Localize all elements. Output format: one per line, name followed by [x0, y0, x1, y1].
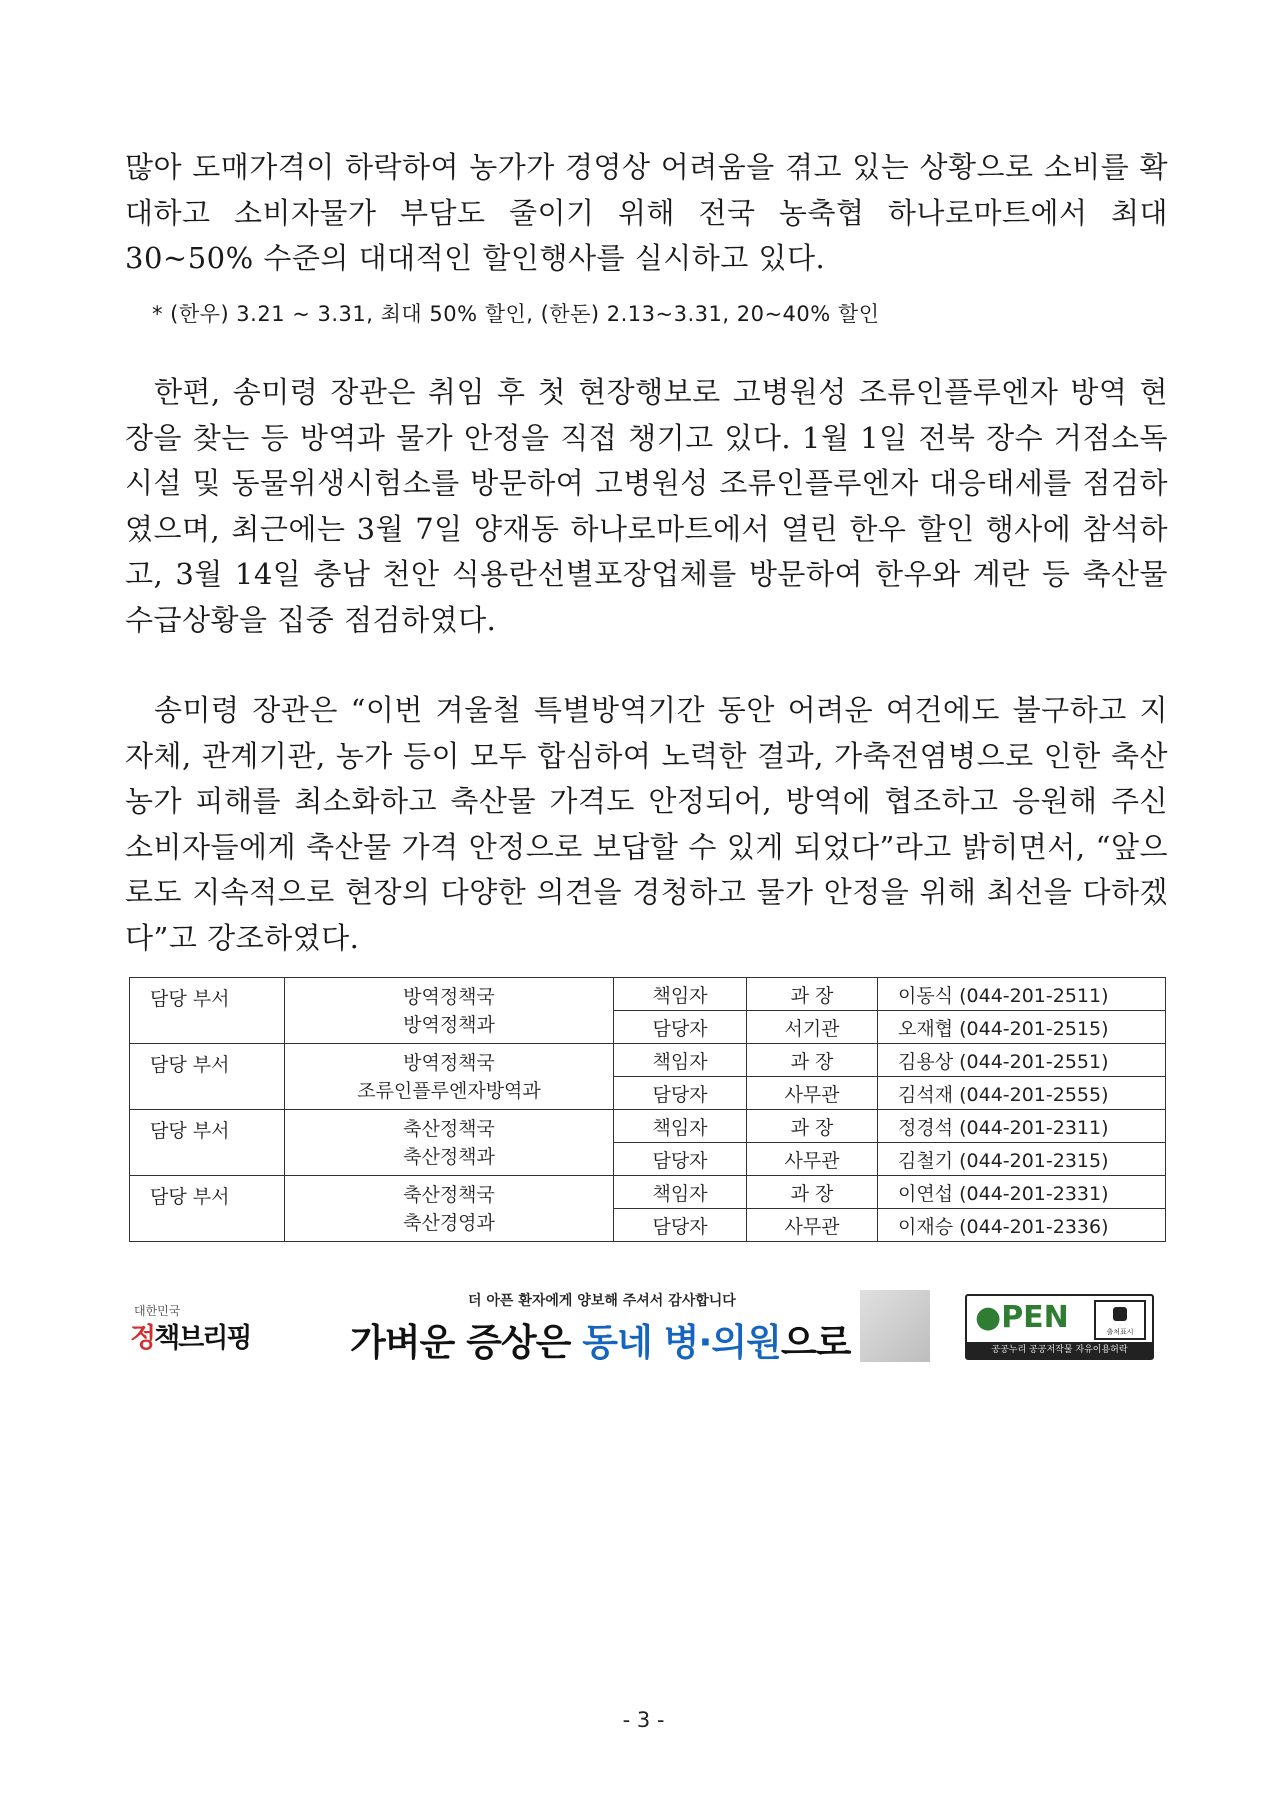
dept-org	[285, 1176, 614, 1242]
bureau-name: 축산정책국	[403, 1117, 495, 1140]
bureau-name: 방역정책국	[403, 985, 495, 1008]
dept-label: 담당 부서	[130, 1176, 285, 1242]
contact-title: 과 장	[747, 1176, 878, 1209]
contact-role: 담당자	[614, 1077, 747, 1110]
kogl-open-license-badge[interactable]	[965, 1294, 1154, 1360]
contact-role: 책임자	[614, 978, 747, 1011]
contact-row	[130, 1176, 1166, 1209]
policy-briefing-logo[interactable]	[130, 1302, 265, 1352]
bureau-name: 축산정책국	[403, 1183, 495, 1206]
contact-title: 사무관	[747, 1077, 878, 1110]
contact-role: 책임자	[614, 1176, 747, 1209]
contact-role: 담당자	[614, 1011, 747, 1044]
division-name: 방역정책과	[403, 1013, 495, 1036]
logo-wordmark: 정책브리핑	[130, 1323, 251, 1354]
contact-table	[129, 977, 1166, 1242]
dept-org	[285, 1110, 614, 1176]
contact-person: 이동식 (044-201-2511)	[878, 978, 1166, 1011]
body-paragraph-2-text: 한편, 송미령 장관은 취임 후 첫 현장행보로 고병원성 조류인플루엔자 방역 현장을 찾는 등 방역과 물가 안정을 직접 챙기고 있다. 1월 1일 전북 장수 거점소독시설 및 동물위생시험소를 방문하여 고병원성 조류인플루엔자 대응태세를 점검하였으며, 최근에는 3월 7일 양재동 하나로마트에서 열린 한우 할인 행사에 참석하고, 3월 14일 충남 천안 식용란선별포장업체를 방문하여 한우와 계란 등 축산물 수급상황을 집중 점검하였다.	[125, 375, 1168, 637]
contact-row	[130, 978, 1166, 1011]
body-paragraph-2	[125, 370, 1168, 643]
contact-role: 책임자	[614, 1110, 747, 1143]
contact-person: 김철기 (044-201-2315)	[878, 1143, 1166, 1176]
footer-banner	[0, 1290, 1287, 1364]
contact-person: 이연섭 (044-201-2331)	[878, 1176, 1166, 1209]
banner-headline: 가벼운 증상은 동네 병·의원으로	[350, 1321, 851, 1364]
division-name: 축산정책과	[403, 1145, 495, 1168]
dept-org	[285, 978, 614, 1044]
dept-label: 담당 부서	[130, 1044, 285, 1110]
contact-person: 이재승 (044-201-2336)	[878, 1209, 1166, 1242]
dept-label: 담당 부서	[130, 978, 285, 1044]
discount-note: * (한우) 3.21 ~ 3.31, 최대 50% 할인, (한돈) 2.13~3.31, 20~40% 할인	[152, 302, 880, 326]
division-name: 조류인플루엔자방역과	[357, 1079, 541, 1102]
contact-role: 책임자	[614, 1044, 747, 1077]
contact-row	[130, 1044, 1166, 1077]
contact-person: 김석재 (044-201-2555)	[878, 1077, 1166, 1110]
body-paragraph-3-text: 송미령 장관은 “이번 겨울철 특별방역기간 동안 어려운 여건에도 불구하고 지자체, 관계기관, 농가 등이 모두 합심하여 노력한 결과, 가축전염병으로 인한 축산농가 피해를 최소화하고 축산물 가격도 안정되어, 방역에 협조하고 응원해 주신 소비자들에게 축산물 가격 안정으로 보답할 수 있게 되었다”라고 밝히면서, “앞으로도 지속적으로 현장의 다양한 의견을 경청하고 물가 안정을 위해 최선을 다하겠다”고 강조하였다.	[125, 693, 1168, 955]
open-license-caption: 공공누리 공공저작물 자유이용허락	[967, 1342, 1152, 1358]
contact-person: 정경석 (044-201-2311)	[878, 1110, 1166, 1143]
open-wordmark: ●PEN	[975, 1300, 1069, 1335]
contact-title: 사무관	[747, 1143, 878, 1176]
contact-title: 서기관	[747, 1011, 878, 1044]
division-name: 축산경영과	[403, 1211, 495, 1234]
bureau-name: 방역정책국	[403, 1051, 495, 1074]
logo-caption: 대한민국	[134, 1304, 181, 1318]
attribution-icon: 출처표시	[1094, 1300, 1146, 1340]
contact-row	[130, 1110, 1166, 1143]
contact-title: 과 장	[747, 1044, 878, 1077]
contact-title: 과 장	[747, 978, 878, 1011]
contact-person: 김용상 (044-201-2551)	[878, 1044, 1166, 1077]
contact-person: 오재협 (044-201-2515)	[878, 1011, 1166, 1044]
contact-role: 담당자	[614, 1143, 747, 1176]
body-paragraph-1: 많아 도매가격이 하락하여 농가가 경영상 어려움을 겪고 있는 상황으로 소비를 확대하고 소비자물가 부담도 줄이기 위해 전국 농축협 하나로마트에서 최대 30~50% 수준의 대대적인 할인행사를 실시하고 있다.	[125, 150, 1168, 275]
banner-subtitle: 더 아픈 환자에게 양보해 주셔서 감사합니다	[468, 1293, 736, 1309]
contact-title: 과 장	[747, 1110, 878, 1143]
page-number: - 3 -	[622, 1708, 665, 1732]
contact-title: 사무관	[747, 1209, 878, 1242]
banner-photo	[860, 1290, 930, 1362]
clinic-campaign-banner[interactable]	[350, 1290, 930, 1362]
dept-label: 담당 부서	[130, 1110, 285, 1176]
body-paragraph-3	[125, 688, 1168, 961]
contact-role: 담당자	[614, 1209, 747, 1242]
dept-org	[285, 1044, 614, 1110]
